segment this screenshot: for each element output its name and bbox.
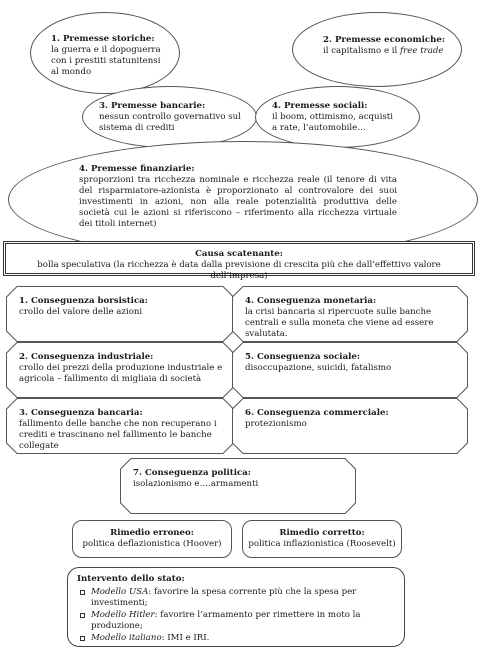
conseguenza-politica-text: isolazionismo e….armamenti bbox=[133, 479, 259, 489]
premesse-bancarie-ellipse bbox=[82, 86, 257, 148]
premesse-storiche-title: 1. Premesse storiche: bbox=[51, 34, 155, 44]
premesse-finanziarie-text: sproporzioni tra ricchezza nominale e ricchezza reale (il tenore di vita del risparmiatore-azionista è proporzionato al controvalore dei suoi investimenti in azioni, non alla reale potenzialità produttiva delle società cui le azioni si riferiscono – riferimento alla ricchezza virtuale dei titoli internet) bbox=[79, 175, 397, 229]
rimedio-corretto-box bbox=[242, 520, 402, 558]
list-item: Modello italiano: IMI e IRI. bbox=[77, 633, 396, 644]
conseguenza-borsistica-octagon bbox=[6, 286, 234, 342]
conseguenza-borsistica-title: 1. Conseguenza borsistica: bbox=[19, 296, 148, 306]
conseguenza-bancaria-text: fallimento delle banche che non recuperano i crediti e trascinano nel fallimento le banche collegate bbox=[19, 419, 217, 451]
rimedio-corretto-text: politica inflazionistica (Roosevelt) bbox=[248, 539, 396, 549]
premesse-bancarie-title: 3. Premesse bancarie: bbox=[99, 101, 206, 111]
conseguenza-politica-title: 7. Conseguenza politica: bbox=[133, 468, 251, 478]
conseguenza-industriale-octagon bbox=[6, 342, 234, 398]
conseguenza-industriale-text: crollo dei prezzi della produzione industriale e agricola – fallimento di migliaia di società bbox=[19, 363, 223, 384]
conseguenza-commerciale-title: 6. Conseguenza commerciale: bbox=[245, 408, 389, 418]
rimedio-corretto-title: Rimedio corretto: bbox=[279, 528, 365, 538]
rimedio-erroneo-title: Rimedio erroneo: bbox=[110, 528, 194, 538]
square-bullet-icon bbox=[80, 636, 85, 641]
conseguenza-commerciale-octagon bbox=[232, 398, 468, 454]
premesse-economiche-text: il capitalismo e il free trade bbox=[323, 46, 444, 56]
conseguenza-bancaria-title: 3. Conseguenza bancaria: bbox=[19, 408, 143, 418]
conseguenza-borsistica-text: crollo del valore delle azioni bbox=[19, 307, 143, 317]
rimedio-erroneo-text: politica deflazionistica (Hoover) bbox=[82, 539, 222, 549]
causa-scatenante-title: Causa scatenante: bbox=[195, 249, 283, 259]
conseguenza-politica-octagon bbox=[120, 458, 356, 514]
premesse-economiche-title: 2. Premesse economiche: bbox=[323, 35, 446, 45]
premesse-sociali-ellipse bbox=[255, 86, 420, 148]
rimedio-erroneo-box bbox=[72, 520, 232, 558]
conseguenza-monetaria-title: 4. Conseguenza monetaria: bbox=[245, 296, 377, 306]
premesse-economiche-ellipse bbox=[292, 12, 462, 87]
premesse-sociali-text: il boom, ottimismo, acquisti a rate, l’automobile… bbox=[272, 112, 393, 133]
causa-scatenante-box bbox=[3, 241, 475, 281]
causa-scatenante-text: bolla speculativa (la ricchezza è data dalla previsione di crescita più che dall’effettivo valore dell’impresa) bbox=[37, 260, 441, 281]
list-item: Modello USA: favorire la spesa corrente più che la spesa per investimenti; bbox=[77, 587, 396, 609]
list-item: Modello Hitler: favorire l’armamento per rimettere in moto la produzione; bbox=[77, 610, 396, 632]
intervento-stato-list bbox=[77, 587, 396, 644]
intervento-stato-box bbox=[67, 567, 405, 647]
premesse-storiche-text: la guerra e il dopoguerra con i prestiti statunitensi al mondo bbox=[51, 45, 161, 77]
conseguenza-sociale-title: 5. Conseguenza sociale: bbox=[245, 352, 361, 362]
premesse-storiche-ellipse bbox=[30, 12, 180, 94]
conseguenza-commerciale-text: protezionismo bbox=[245, 419, 307, 429]
conseguenza-sociale-octagon bbox=[232, 342, 468, 398]
conseguenza-monetaria-text: la crisi bancaria si ripercuote sulle banche centrali e sulla moneta che viene ad essere svalutata. bbox=[245, 307, 434, 339]
conseguenza-industriale-title: 2. Conseguenza industriale: bbox=[19, 352, 154, 362]
intervento-stato-title: Intervento dello stato: bbox=[77, 574, 185, 584]
premesse-sociali-title: 4. Premesse sociali: bbox=[272, 101, 368, 111]
conseguenza-sociale-text: disoccupazione, suicidi, fatalismo bbox=[245, 363, 392, 373]
premesse-bancarie-text: nessun controllo governativo sul sistema di crediti bbox=[99, 112, 241, 133]
premesse-finanziarie-title: 4. Premesse finanziarie: bbox=[79, 164, 195, 174]
conseguenza-monetaria-octagon bbox=[232, 286, 468, 342]
conseguenza-bancaria-octagon bbox=[6, 398, 234, 454]
square-bullet-icon bbox=[80, 590, 85, 595]
square-bullet-icon bbox=[80, 613, 85, 618]
